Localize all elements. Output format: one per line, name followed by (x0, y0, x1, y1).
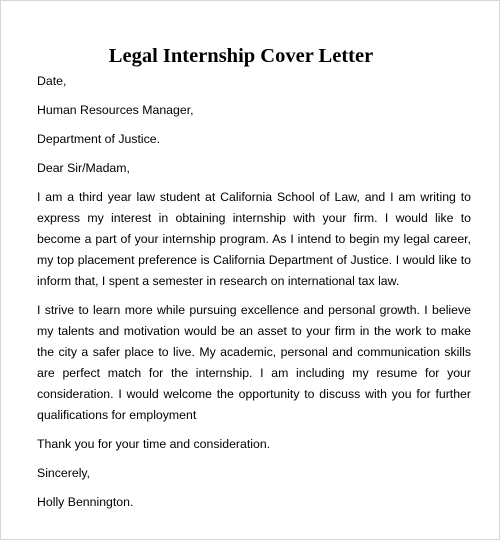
paragraph-1: I am a third year law student at California School of Law, and I am writing to express my interest in obtaining internship with your firm. I would like to become a part of your internship program. As I intend to begin my legal career, my top placement preference is California Department of Justice. I would like to inform that, I spent a semester in research on international tax law. (37, 190, 471, 288)
recipient-department: Department of Justice. (37, 132, 161, 146)
letter-body (37, 71, 471, 513)
paragraph-2: I strive to learn more while pursuing excellence and personal growth. I believe my talents and motivation would be an asset to your firm in the work to make the city a safer place to live. My academic, personal and communication skills are perfect match for the internship. I am including my resume for your consideration. I would welcome the opportunity to discuss with you for further qualifications for employment (37, 303, 471, 422)
date-line: Date, (37, 74, 67, 88)
closing: Sincerely, (37, 466, 91, 480)
thanks-line: Thank you for your time and consideration. (37, 437, 271, 451)
document-title: Legal Internship Cover Letter (108, 45, 374, 67)
salutation: Dear Sir/Madam, (37, 161, 130, 175)
signature-name: Holly Bennington. (37, 495, 134, 509)
recipient-title: Human Resources Manager, (37, 103, 194, 117)
